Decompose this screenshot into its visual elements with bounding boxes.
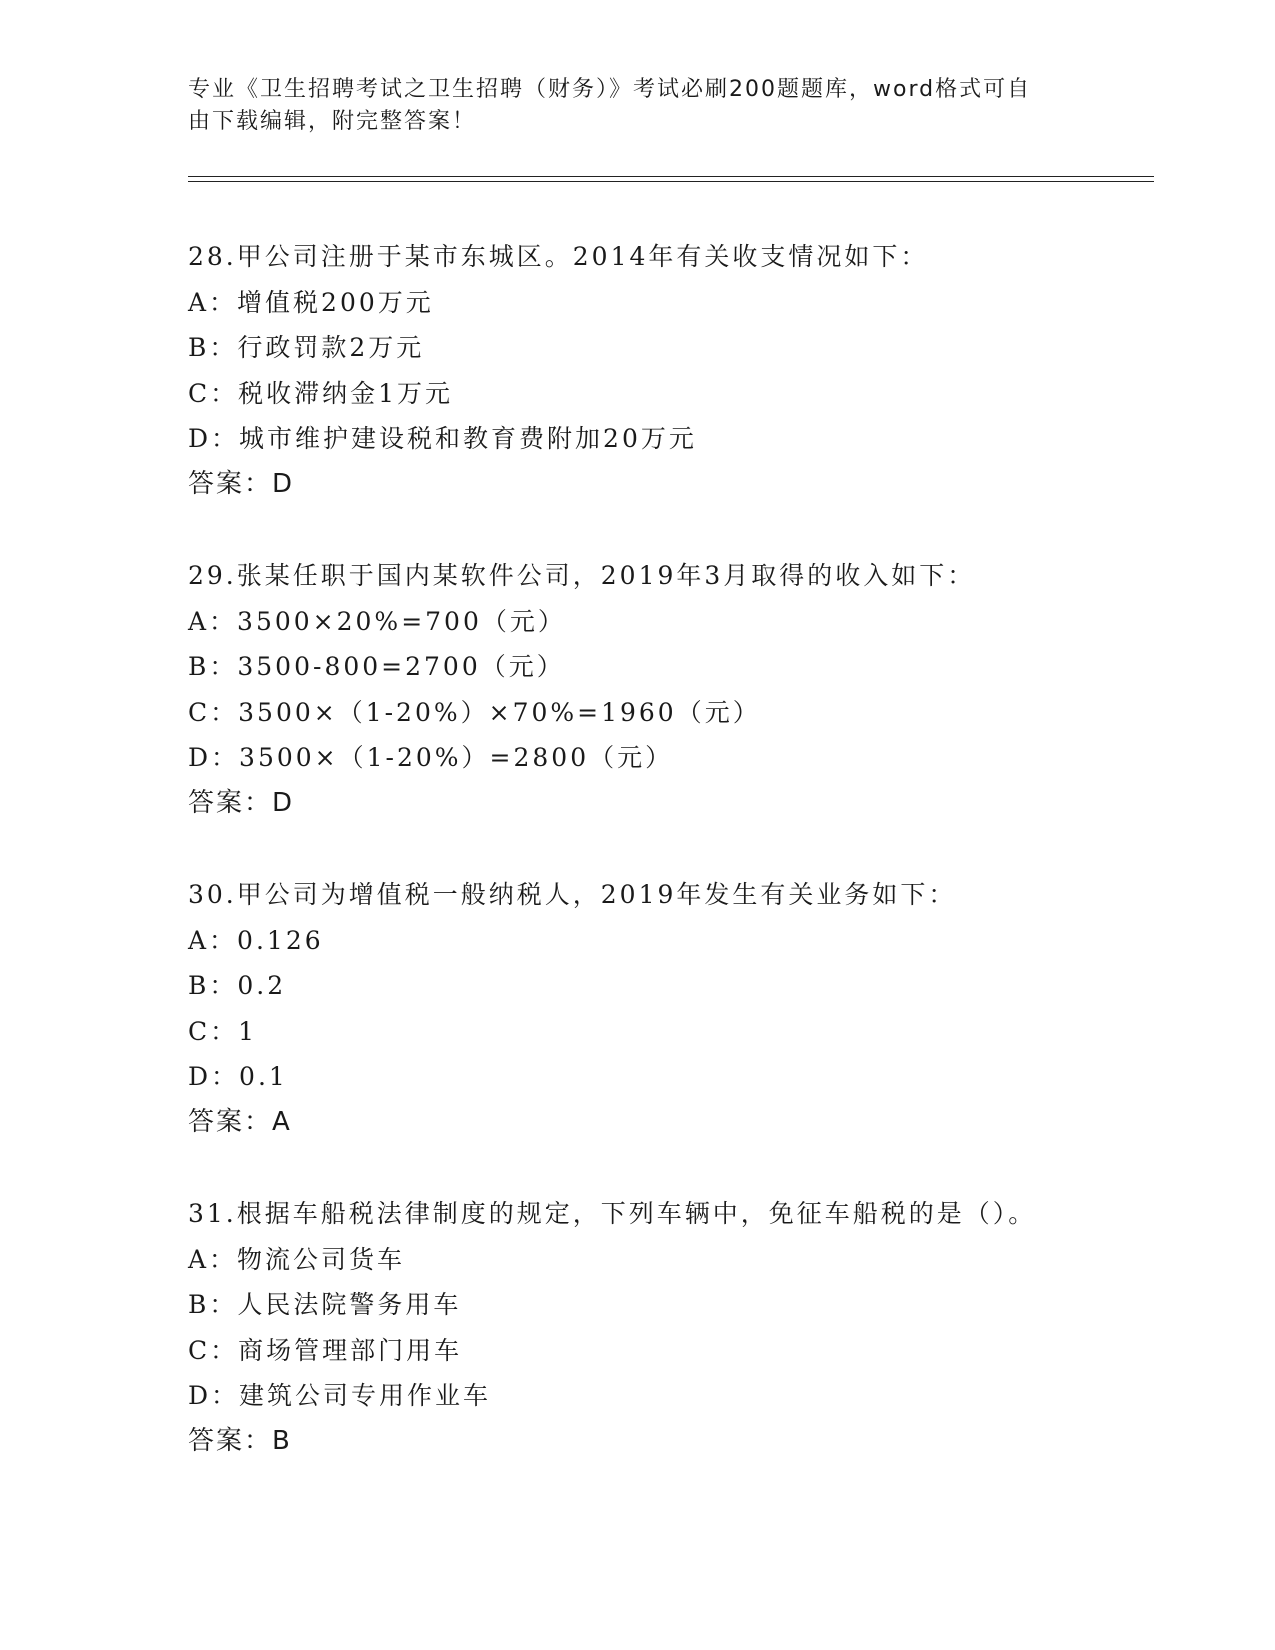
answer-line: 答案：B (188, 1425, 292, 1456)
option-d: D：城市维护建设税和教育费附加20万元 (188, 424, 697, 453)
option-d: D：0.1 (188, 1062, 288, 1091)
question-31 (188, 1191, 1148, 1464)
question-stem: 29.张某任职于国内某软件公司，2019年3月取得的收入如下： (188, 561, 976, 590)
document-header (188, 74, 1068, 138)
option-c: C：商场管理部门用车 (188, 1335, 463, 1365)
option-a: A：物流公司货车 (188, 1244, 406, 1274)
answer-line: 答案：D (188, 787, 295, 818)
answer-line: 答案：A (188, 1106, 292, 1137)
option-b: B：3500-800=2700（元） (188, 652, 565, 681)
question-29 (188, 553, 1148, 826)
question-stem: 30.甲公司为增值税一般纳税人，2019年发生有关业务如下： (188, 880, 957, 909)
option-c: C：税收滞纳金1万元 (188, 378, 454, 408)
header-line-1: 专业《卫生招聘考试之卫生招聘（财务）》考试必刷200题题库，word格式可自 (188, 77, 1032, 102)
header-line-2: 由下载编辑，附完整答案！ (188, 109, 477, 134)
answer-line: 答案：D (188, 468, 295, 499)
option-d: D：3500×（1-20%）=2800（元） (188, 743, 674, 772)
question-stem: 28.甲公司注册于某市东城区。2014年有关收支情况如下： (188, 242, 929, 271)
header-divider-top (188, 176, 1154, 177)
question-28 (188, 234, 1148, 507)
question-30 (188, 872, 1148, 1145)
option-a: A：增值税200万元 (188, 287, 434, 317)
option-b: B：行政罚款2万元 (188, 333, 425, 362)
option-d: D：建筑公司专用作业车 (188, 1381, 492, 1410)
question-stem: 31.根据车船税法律制度的规定，下列车辆中，免征车船税的是（）。 (188, 1199, 1037, 1228)
header-divider-bottom (188, 181, 1154, 182)
option-b: B：0.2 (188, 971, 287, 1000)
option-c: C：1 (188, 1016, 258, 1046)
option-a: A：0.126 (188, 925, 324, 955)
option-b: B：人民法院警务用车 (188, 1290, 462, 1319)
option-c: C：3500×（1-20%）×70%=1960（元） (188, 697, 761, 727)
option-a: A：3500×20%=700（元） (188, 606, 566, 636)
